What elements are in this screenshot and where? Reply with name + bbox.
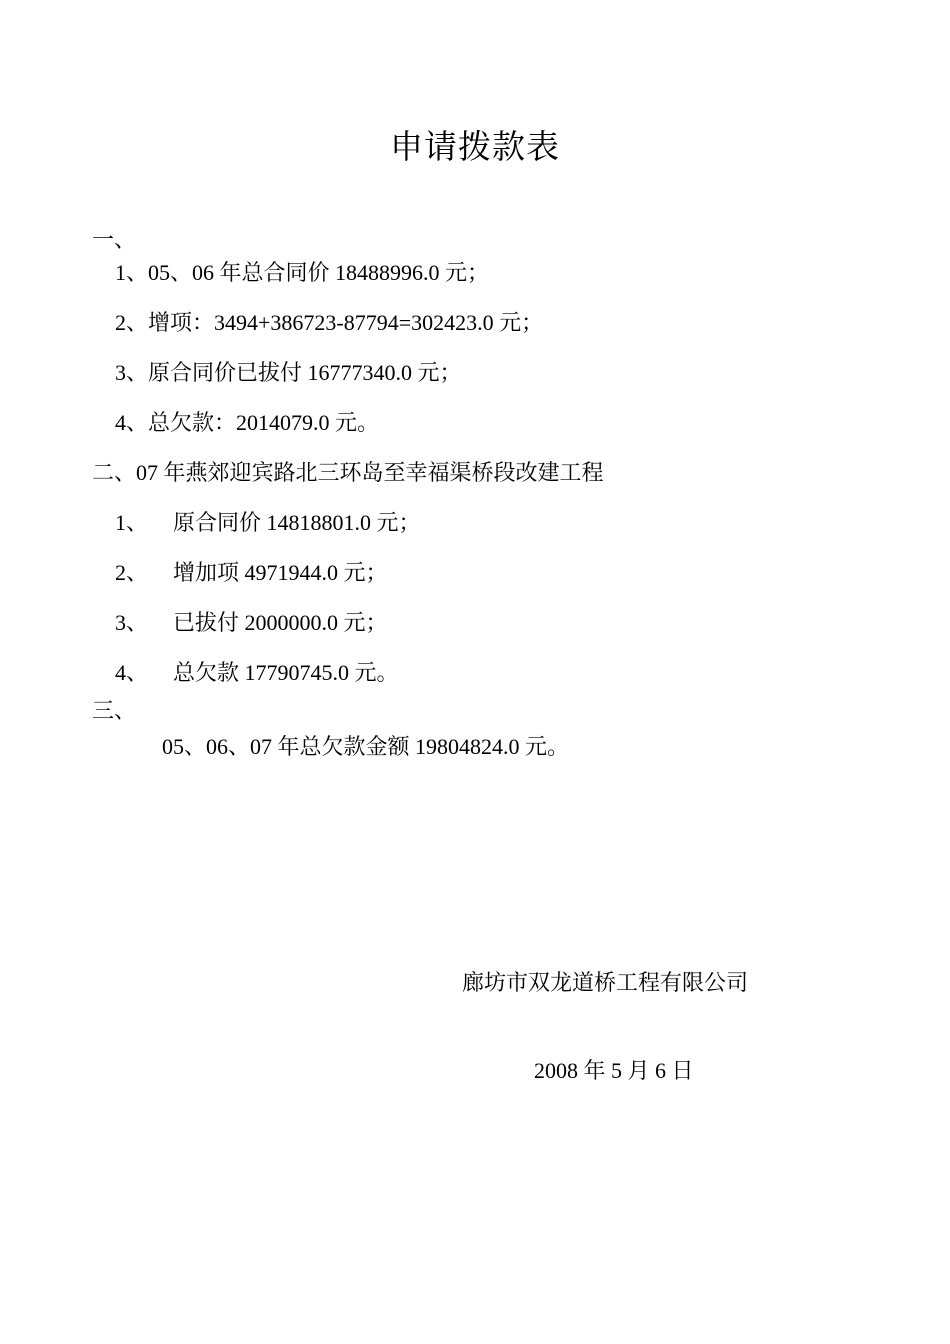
section-3-text: 05、06、07 年总欠款金额 19804824.0 元。 bbox=[162, 734, 570, 759]
item-number: 1、 bbox=[115, 510, 149, 535]
section-2-item-2 bbox=[115, 558, 388, 588]
item-text: 已拔付 2000000.0 元； bbox=[173, 610, 388, 635]
item-text: 05、06 年总合同价 18488996.0 元； bbox=[148, 260, 490, 285]
document-title: 申请拨款表 bbox=[390, 130, 560, 166]
item-text: 原合同价已拔付 16777340.0 元； bbox=[148, 360, 462, 385]
item-number: 3、 bbox=[115, 610, 149, 635]
item-text: 总欠款：2014079.0 元。 bbox=[148, 410, 380, 435]
item-number: 4、 bbox=[115, 660, 149, 685]
section-1-heading: 一、 bbox=[92, 227, 137, 252]
section-2-item-4 bbox=[115, 658, 399, 688]
item-number: 3、 bbox=[115, 360, 149, 385]
item-number: 2、 bbox=[115, 560, 149, 585]
section-2-heading: 二、07 年燕郊迎宾路北三环岛至幸福渠桥段改建工程 bbox=[92, 460, 604, 485]
section-3-heading: 三、 bbox=[92, 698, 137, 723]
section-1-item-3 bbox=[115, 358, 462, 388]
document-date: 2008 年 5 月 6 日 bbox=[534, 1058, 694, 1083]
item-number: 2、 bbox=[115, 310, 149, 335]
section-2-item-1 bbox=[115, 508, 421, 538]
section-1-item-4 bbox=[115, 408, 379, 438]
item-number: 1、 bbox=[115, 260, 149, 285]
item-text: 增项：3494+386723-87794=302423.0 元； bbox=[148, 310, 544, 335]
section-2-item-3 bbox=[115, 608, 388, 638]
item-text: 增加项 4971944.0 元； bbox=[173, 560, 388, 585]
item-text: 总欠款 17790745.0 元。 bbox=[173, 660, 399, 685]
section-1-item-2 bbox=[115, 308, 543, 338]
item-text: 原合同价 14818801.0 元； bbox=[173, 510, 421, 535]
company-signature: 廊坊市双龙道桥工程有限公司 bbox=[462, 970, 749, 995]
item-number: 4、 bbox=[115, 410, 149, 435]
section-1-item-1 bbox=[115, 258, 489, 288]
